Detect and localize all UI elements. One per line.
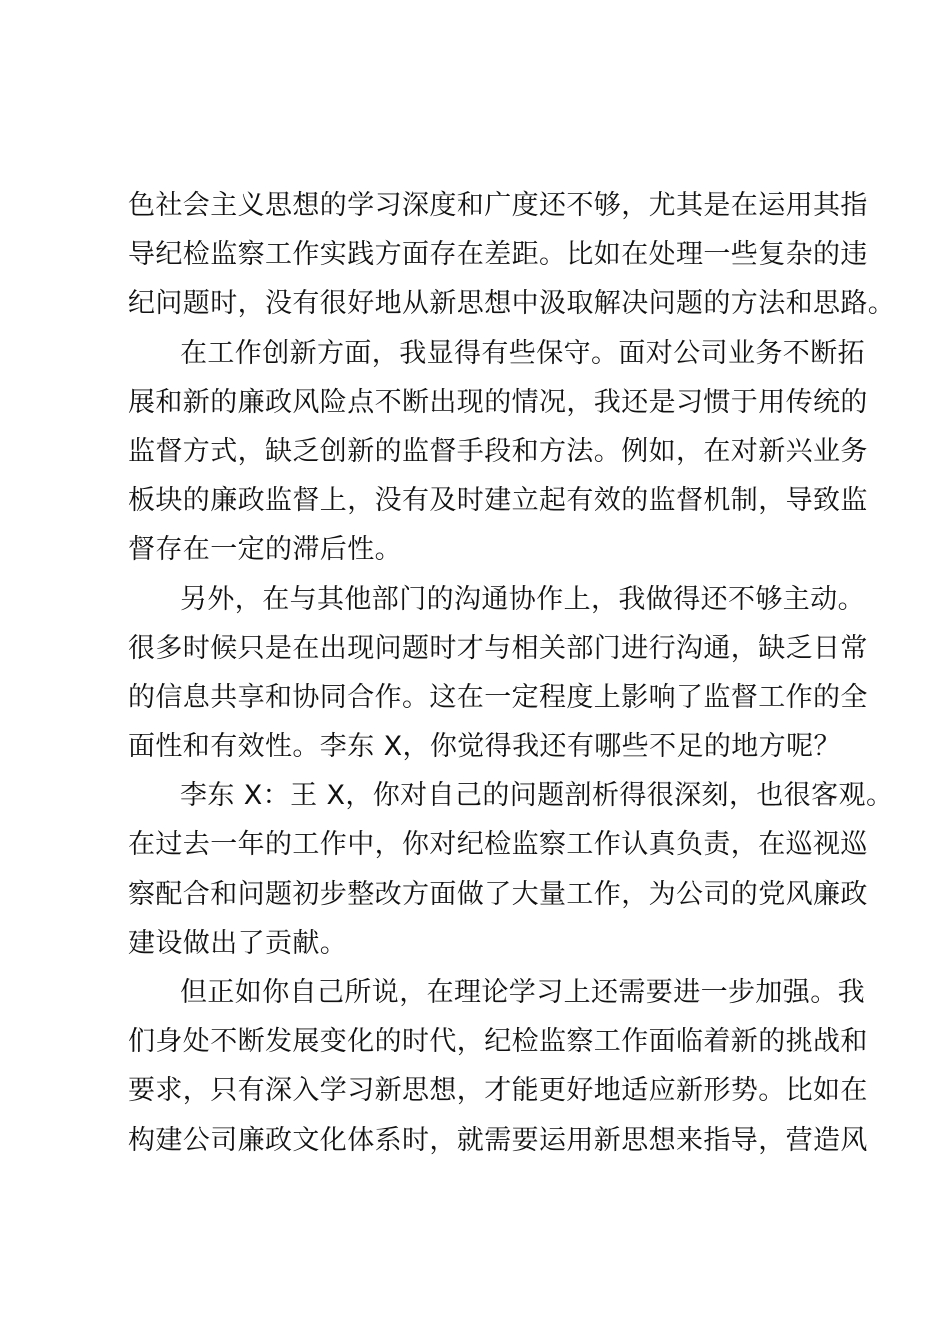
paragraph-3 [128,575,868,772]
text-line: 纪问题时，没有很好地从新思想中汲取解决问题的方法和思路。 [128,288,896,320]
paragraph-4 [128,771,894,968]
text-line: 李东 X：王 X，你对自己的问题剖析得很深刻，也很客观。 [180,780,894,812]
document-body [128,181,896,1165]
text-line: 监督方式，缺乏创新的监督手段和方法。例如，在对新兴业务 [128,435,868,467]
paragraph-2 [128,329,868,575]
text-line: 很多时候只是在出现问题时才与相关部门进行沟通，缺乏日常 [128,632,868,664]
text-line: 面性和有效性。李东 X，你觉得我还有哪些不足的地方呢？ [128,731,841,763]
text-line: 们身处不断发展变化的时代，纪检监察工作面临着新的挑战和 [128,1026,868,1058]
text-line: 板块的廉政监督上，没有及时建立起有效的监督机制，导致监 [128,485,868,517]
text-line: 的信息共享和协同合作。这在一定程度上影响了监督工作的全 [128,681,868,713]
text-line: 构建公司廉政文化体系时，就需要运用新思想来指导，营造风 [128,1124,868,1156]
text-line: 建设做出了贡献。 [128,927,348,959]
text-line: 在工作创新方面，我显得有些保守。面对公司业务不断拓 [180,337,865,369]
text-line: 要求，只有深入学习新思想，才能更好地适应新形势。比如在 [128,1075,868,1107]
text-line: 但正如你自己所说，在理论学习上还需要进一步加强。我 [180,977,865,1008]
text-line: 另外，在与其他部门的沟通协作上，我做得还不够主动。 [180,583,865,615]
text-line: 察配合和问题初步整改方面做了大量工作，为公司的党风廉政 [128,878,868,910]
text-line: 督存在一定的滞后性。 [128,534,402,566]
text-line: 在过去一年的工作中，你对纪检监察工作认真负责，在巡视巡 [128,829,868,861]
paragraph-5 [128,968,868,1165]
text-line: 色社会主义思想的学习深度和广度还不够，尤其是在运用其指 [128,190,868,221]
text-line: 展和新的廉政风险点不断出现的情况，我还是习惯于用传统的 [128,386,868,418]
paragraph-1 [128,181,896,329]
text-line: 导纪检监察工作实践方面存在差距。比如在处理一些复杂的违 [128,239,868,271]
